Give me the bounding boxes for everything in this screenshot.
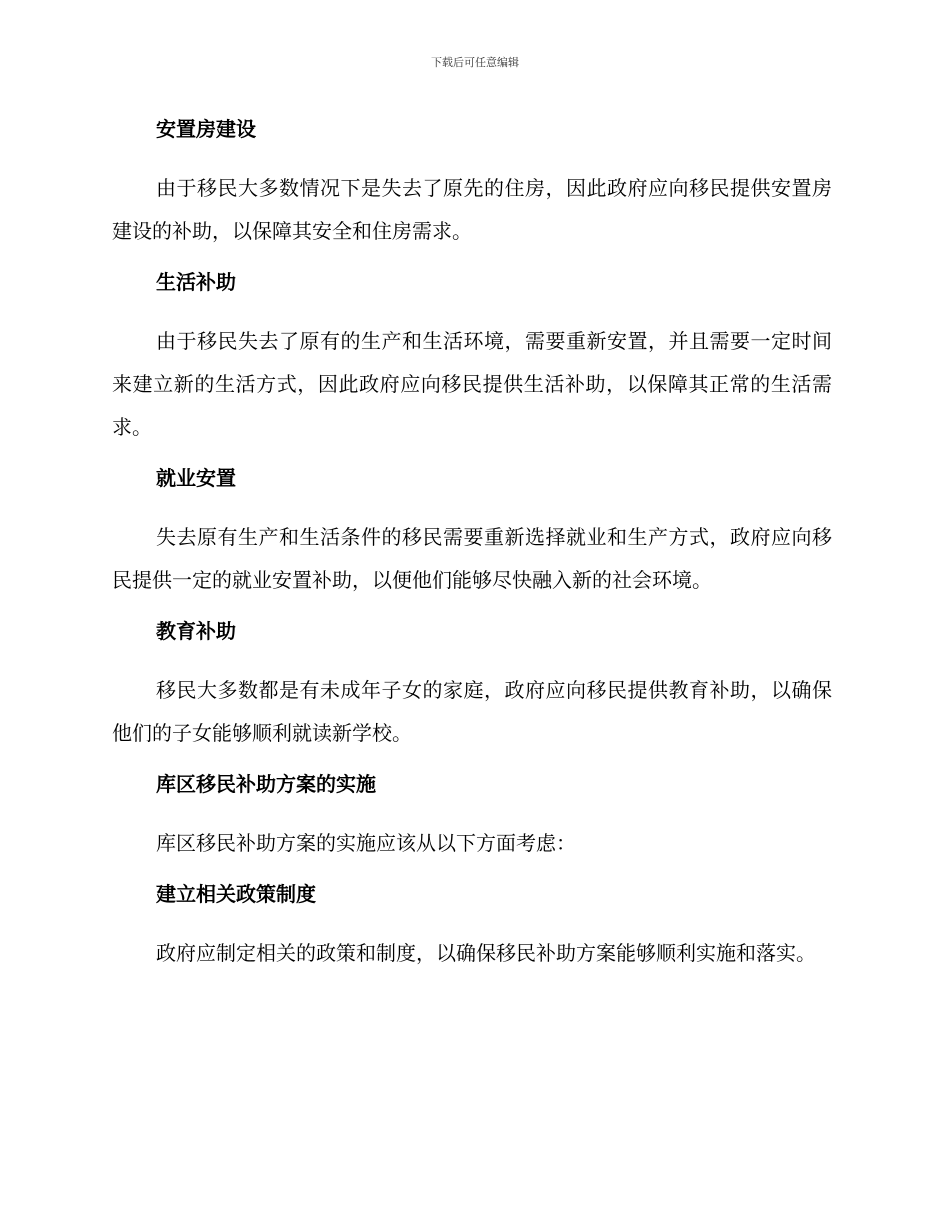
section-policy-system <box>112 877 832 975</box>
section-heading: 就业安置 <box>156 466 236 490</box>
section-paragraph: 由于移民失去了原有的生产和生活环境，需要重新安置，并且需要一定时间来建立新的生活方式，因此政府应向移民提供生活补助，以保障其正常的生活需求。 <box>112 329 832 439</box>
document-body <box>112 112 832 987</box>
section-paragraph: 失去原有生产和生活条件的移民需要重新选择就业和生产方式，政府应向移民提供一定的就业安置补助，以便他们能够尽快融入新的社会环境。 <box>112 525 832 592</box>
section-education-subsidy <box>112 614 832 755</box>
section-paragraph: 库区移民补助方案的实施应该从以下方面考虑： <box>156 831 576 855</box>
section-paragraph: 政府应制定相关的政策和制度，以确保移民补助方案能够顺利实施和落实。 <box>156 941 816 965</box>
section-heading: 安置房建设 <box>156 117 256 141</box>
section-living-subsidy <box>112 265 832 449</box>
section-heading: 生活补助 <box>156 270 236 294</box>
section-employment-placement <box>112 461 832 602</box>
section-resettlement-housing <box>112 112 832 253</box>
section-heading: 建立相关政策制度 <box>156 882 316 906</box>
section-plan-implementation <box>112 767 832 865</box>
section-heading: 库区移民补助方案的实施 <box>156 772 376 796</box>
section-paragraph: 移民大多数都是有未成年子女的家庭，政府应向移民提供教育补助，以确保他们的子女能够顺利就读新学校。 <box>112 678 832 745</box>
section-heading: 教育补助 <box>156 619 236 643</box>
section-paragraph: 由于移民大多数情况下是失去了原先的住房，因此政府应向移民提供安置房建设的补助，以保障其安全和住房需求。 <box>112 176 832 243</box>
page-header-note: 下载后可任意编辑 <box>431 56 519 69</box>
